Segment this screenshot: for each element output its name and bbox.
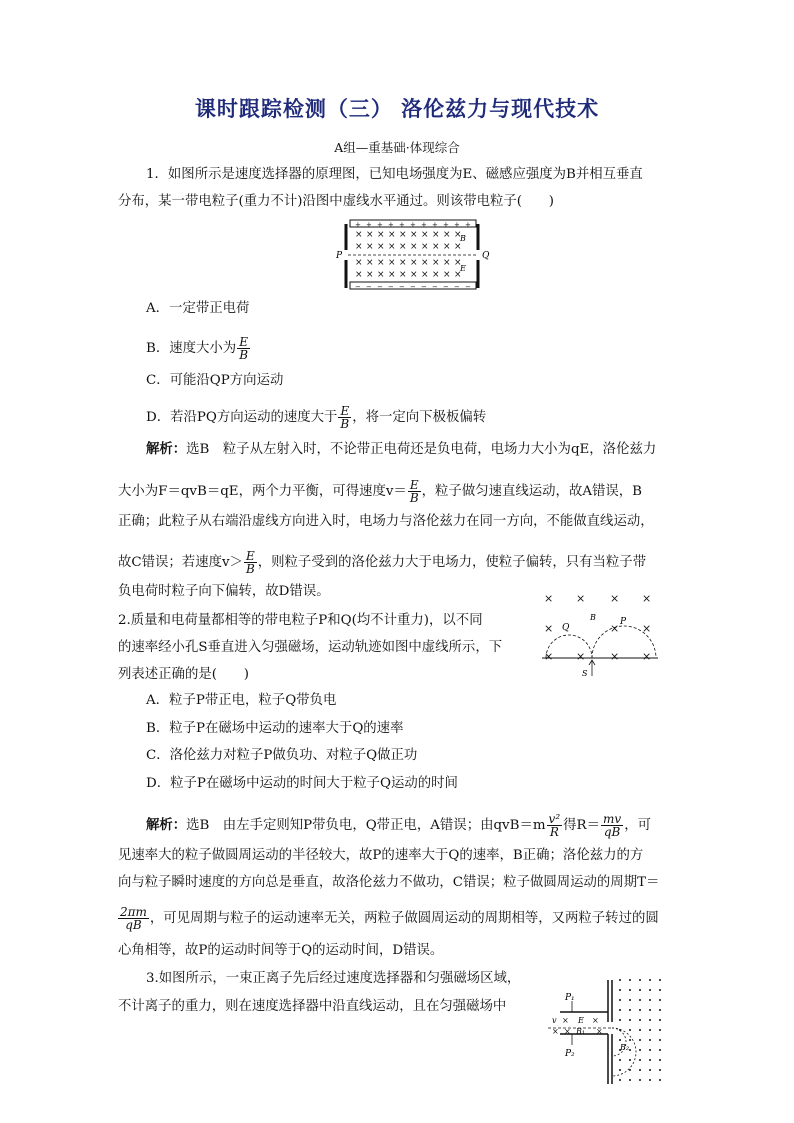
svg-text:×: × bbox=[410, 270, 418, 280]
svg-text:×: × bbox=[544, 650, 554, 663]
svg-text:×: × bbox=[610, 650, 620, 663]
q1-option-c: C．可能沿QP方向运动 bbox=[146, 373, 284, 388]
q2-option-a: A．粒子P带正电，粒子Q带负电 bbox=[146, 693, 337, 708]
q1-option-b: B．速度大小为 $\frac{E}{B}$ bbox=[146, 335, 249, 362]
svg-text:×: × bbox=[564, 1027, 571, 1036]
svg-text:×: × bbox=[544, 622, 554, 635]
svg-text:×: × bbox=[366, 230, 374, 240]
svg-text:×: × bbox=[454, 242, 462, 252]
q2-option-c: C．洛伦兹力对粒子P做负功、对粒子Q做正功 bbox=[146, 748, 418, 763]
q2-stem-line1: 2.质量和电荷量都相等的带电粒子P和Q(均不计重力)，以不同 bbox=[118, 613, 483, 628]
svg-text:×: × bbox=[642, 592, 652, 605]
svg-text:−: − bbox=[443, 283, 449, 291]
svg-text:+: + bbox=[443, 221, 449, 229]
svg-text:−: − bbox=[410, 283, 416, 291]
svg-text:−: − bbox=[421, 283, 427, 291]
svg-text:×: × bbox=[377, 258, 385, 268]
q1-analysis-line4: 故C错误；若速度v＞ $\frac{E}{B}$ ，则粒子受到的洛伦兹力大于电场力，使粒子偏转，只有当粒子带 bbox=[118, 549, 647, 576]
svg-text:×: × bbox=[432, 258, 440, 268]
svg-text:×: × bbox=[421, 242, 429, 252]
svg-text:×: × bbox=[642, 650, 652, 663]
svg-text:×: × bbox=[432, 270, 440, 280]
svg-text:×: × bbox=[443, 230, 451, 240]
q1-option-d: D．若沿PQ方向运动的速度大于 $\frac{E}{B}$ ，将一定向下极板偏转 bbox=[146, 404, 487, 431]
svg-text:×: × bbox=[432, 242, 440, 252]
svg-text:+: + bbox=[465, 221, 471, 229]
svg-text:×: × bbox=[421, 270, 429, 280]
q1-stem-line1: 1．如图所示是速度选择器的原理图，已知电场强度为E、磁感应强度为B并相互垂直 bbox=[146, 167, 643, 182]
q2-analysis-line5: 心角相等，故P的运动时间等于Q的运动时间，D错误。 bbox=[118, 943, 444, 958]
svg-text:×: × bbox=[576, 592, 586, 605]
svg-text:−: − bbox=[399, 283, 405, 291]
fig3-label-e: E bbox=[578, 1016, 584, 1025]
svg-text:×: × bbox=[377, 230, 385, 240]
svg-text:×: × bbox=[410, 242, 418, 252]
svg-text:×: × bbox=[377, 270, 385, 280]
svg-text:−: − bbox=[355, 283, 361, 291]
svg-text:+: + bbox=[366, 221, 372, 229]
fig1-label-b: B bbox=[460, 234, 466, 243]
q2-analysis-line2: 见速率大的粒子做圆周运动的半径较大，故P的速率大于Q的速率，B正确；洛伦兹力的方 bbox=[118, 848, 644, 863]
svg-text:×: × bbox=[366, 258, 374, 268]
svg-text:×: × bbox=[377, 242, 385, 252]
svg-text:+: + bbox=[454, 221, 460, 229]
q2-analysis-line3: 向与粒子瞬时速度的方向总是垂直，故洛伦兹力不做功，C错误；粒子做圆周运动的周期T＝ bbox=[118, 875, 660, 890]
svg-text:+: + bbox=[410, 221, 416, 229]
q1-analysis-line1: 解析：选B 粒子从左射入时，不论带正电荷还是负电荷，电场力大小为qE，洛伦兹力 bbox=[146, 441, 657, 457]
svg-text:−: − bbox=[366, 283, 372, 291]
q2-stem-line3: 列表述正确的是( ) bbox=[118, 667, 249, 682]
fig2-label-q: Q bbox=[562, 623, 570, 633]
svg-text:−: − bbox=[377, 283, 383, 291]
svg-text:×: × bbox=[642, 622, 652, 635]
q2-option-b: B．粒子P在磁场中运动的速率大于Q的速率 bbox=[146, 721, 404, 736]
svg-text:×: × bbox=[443, 270, 451, 280]
svg-text:−: − bbox=[388, 283, 394, 291]
q2-stem-line2: 的速率经小孔S垂直进入匀强磁场，运动轨迹如图中虚线所示，下 bbox=[118, 640, 503, 655]
q2-analysis-line4: $\frac{2\pi m}{qB}$ ，可见周期与粒子的运动速率无关，两粒子做圆周运动的周期相等，又两粒子转过的圆 bbox=[120, 905, 659, 932]
q1-stem-line2: 分布，某一带电粒子(重力不计)沿图中虚线水平通过。则该带电粒子( ) bbox=[118, 194, 555, 209]
svg-text:×: × bbox=[544, 592, 554, 605]
svg-text:×: × bbox=[576, 650, 586, 663]
svg-text:×: × bbox=[552, 1027, 559, 1036]
fig3-label-p1: P₁ bbox=[565, 993, 575, 1003]
svg-text:+: + bbox=[432, 221, 438, 229]
q2-option-d: D．粒子P在磁场中运动的时间大于粒子Q运动的时间 bbox=[146, 776, 458, 791]
svg-text:+: + bbox=[388, 221, 394, 229]
svg-text:×: × bbox=[388, 242, 396, 252]
fig2-label-p: P bbox=[620, 617, 627, 627]
svg-text:×: × bbox=[388, 270, 396, 280]
svg-text:×: × bbox=[596, 1027, 603, 1036]
fig3-label-b2: B₂ bbox=[620, 1043, 630, 1052]
q1-option-a: A．一定带正电荷 bbox=[146, 301, 250, 316]
svg-text:×: × bbox=[388, 230, 396, 240]
svg-text:×: × bbox=[610, 622, 620, 635]
svg-text:−: − bbox=[454, 283, 460, 291]
svg-text:×: × bbox=[454, 258, 462, 268]
svg-text:×: × bbox=[355, 270, 363, 280]
fig2-label-b: B bbox=[590, 613, 596, 622]
svg-text:×: × bbox=[610, 592, 620, 605]
svg-text:×: × bbox=[443, 242, 451, 252]
q1-analysis-line3: 正确；此粒子从右端沿虚线方向进入时，电场力与洛伦兹力在同一方向，不能做直线运动， bbox=[118, 514, 654, 529]
page-title: 课时跟踪检测（三） 洛伦兹力与现代技术 bbox=[194, 97, 600, 121]
svg-text:×: × bbox=[592, 1016, 599, 1025]
fig1-label-p: P bbox=[336, 251, 343, 261]
q3-stem-line1: 3.如图所示，一束正离子先后经过速度选择器和匀强磁场区域， bbox=[146, 971, 521, 986]
fig1-label-e: E bbox=[460, 264, 466, 273]
fig2-label-s: S bbox=[582, 669, 588, 678]
svg-text:×: × bbox=[454, 270, 462, 280]
svg-text:×: × bbox=[399, 242, 407, 252]
svg-text:×: × bbox=[388, 258, 396, 268]
q1-analysis-line5: 负电荷时粒子向下偏转，故D错误。 bbox=[118, 584, 330, 599]
svg-text:+: + bbox=[377, 221, 383, 229]
svg-text:×: × bbox=[355, 258, 363, 268]
magnetic-field-figure bbox=[538, 588, 662, 680]
svg-text:×: × bbox=[443, 258, 451, 268]
q2-analysis-line1: 解析：选B 由左手定则知P带负电，Q带正电，A错误；由qvB＝m $\frac{\text{v²}}{R}$ 得R＝ $\frac{mv}{qB}$ ，可 bbox=[146, 812, 651, 839]
mass-spectrometer-figure bbox=[548, 972, 664, 1090]
svg-text:−: − bbox=[465, 283, 471, 291]
svg-text:×: × bbox=[399, 230, 407, 240]
q1-analysis-line2: 大小为F＝qvB＝qE，两个力平衡，可得速度v＝ $\frac{E}{B}$ ，粒子做匀速直线运动，故A错误，B bbox=[118, 478, 643, 505]
svg-text:×: × bbox=[410, 230, 418, 240]
svg-text:×: × bbox=[421, 230, 429, 240]
svg-text:+: + bbox=[355, 221, 361, 229]
svg-text:×: × bbox=[432, 230, 440, 240]
group-heading: A组—重基础·体现综合 bbox=[334, 140, 460, 155]
svg-text:×: × bbox=[366, 242, 374, 252]
fig3-label-b1: B₁ bbox=[576, 1027, 586, 1036]
velocity-selector-figure bbox=[336, 218, 496, 294]
svg-text:+: + bbox=[399, 221, 405, 229]
fig1-label-q: Q bbox=[482, 251, 490, 261]
fig3-label-p2: P₂ bbox=[565, 1049, 575, 1059]
svg-text:×: × bbox=[399, 258, 407, 268]
svg-text:×: × bbox=[399, 270, 407, 280]
svg-text:−: − bbox=[432, 283, 438, 291]
svg-text:×: × bbox=[410, 258, 418, 268]
svg-text:×: × bbox=[355, 230, 363, 240]
svg-text:×: × bbox=[366, 270, 374, 280]
svg-text:×: × bbox=[355, 242, 363, 252]
q3-stem-line2: 不计离子的重力，则在速度选择器中沿直线运动，且在匀强磁场中 bbox=[118, 999, 507, 1014]
svg-text:×: × bbox=[562, 1016, 569, 1025]
fig3-label-v: v bbox=[552, 1016, 557, 1025]
svg-text:×: × bbox=[421, 258, 429, 268]
svg-text:+: + bbox=[421, 221, 427, 229]
svg-text:×: × bbox=[454, 230, 462, 240]
